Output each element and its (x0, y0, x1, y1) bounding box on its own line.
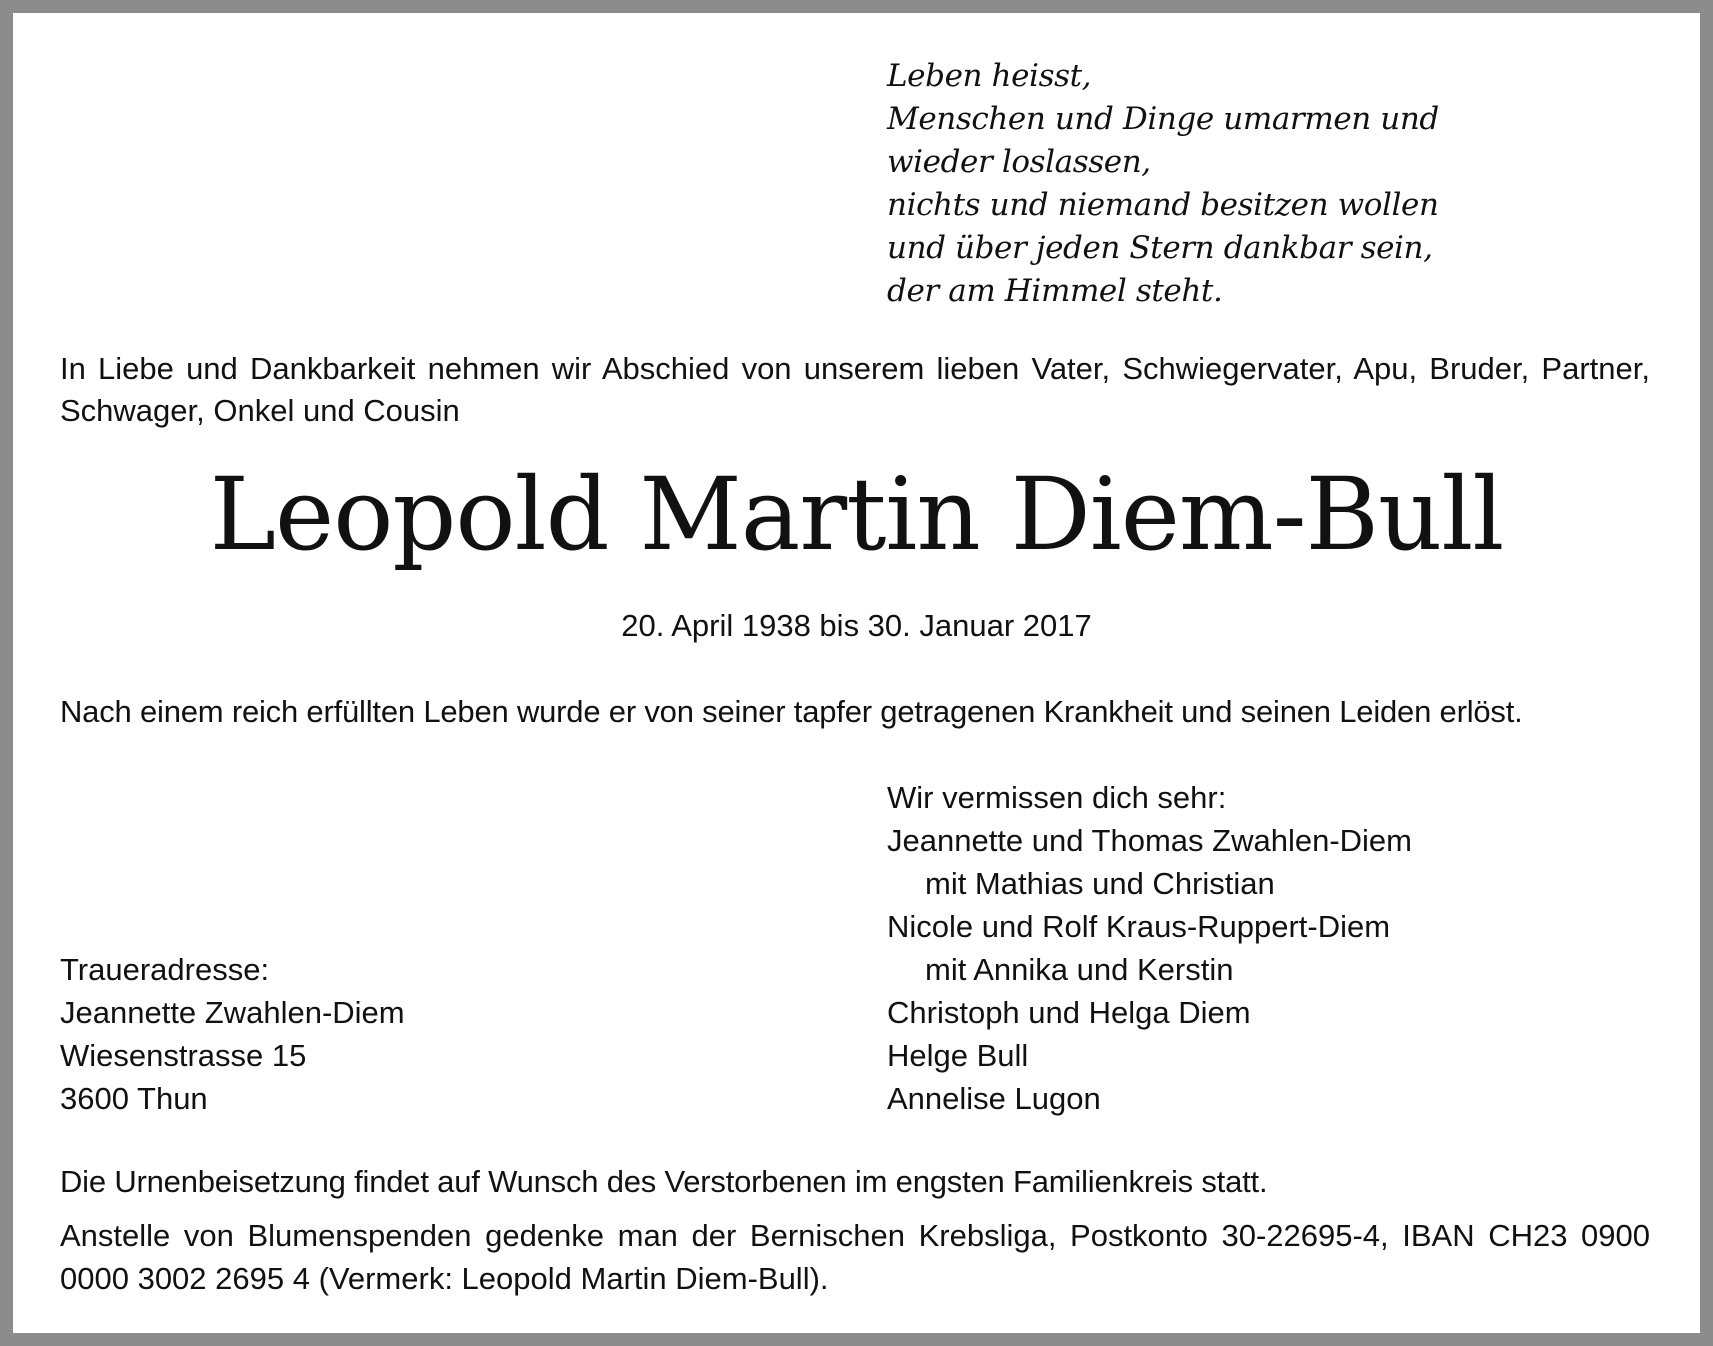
obituary-notice (13, 13, 1700, 1333)
mourner-line: Jeannette und Thomas Zwahlen-Diem (887, 823, 1412, 858)
mourning-address (60, 948, 405, 1120)
burial-note: Die Urnenbeisetzung findet auf Wunsch des Verstorbenen im engsten Familienkreis statt. (60, 1164, 1268, 1199)
mourner-line: Nicole und Rolf Kraus-Ruppert-Diem (887, 909, 1391, 944)
mourner-line: Annelise Lugon (887, 1081, 1101, 1116)
poem-line: nichts und niemand besitzen wollen (887, 187, 1439, 223)
closing-sentence: Nach einem reich erfüllten Leben wurde er von seiner tapfer getragenen Krankheit und seinen Leiden erlöst. (60, 694, 1523, 729)
mourner-line: Christoph und Helga Diem (887, 995, 1251, 1030)
address-heading: Traueradresse: (60, 952, 270, 987)
donation-note: Anstelle von Blumenspenden gedenke man der Bernischen Krebsliga, Postkonto 30-22695-4, IBAN CH23 0900 0000 3002 2695 4 (Vermerk: Leopold Martin Diem-Bull). (60, 1218, 1650, 1296)
address-line: Wiesenstrasse 15 (60, 1038, 307, 1073)
mourners-list (887, 776, 1412, 1120)
address-line: 3600 Thun (60, 1081, 208, 1116)
deceased-name: Leopold Martin Diem-Bull (209, 456, 1504, 573)
mourners-heading: Wir vermissen dich sehr: (887, 780, 1227, 815)
intro-text: In Liebe und Dankbarkeit nehmen wir Abschied von unserem lieben Vater, Schwiegervater, Apu, Bruder, Partner, Schwager, Onkel und Cousin (60, 351, 1650, 428)
mourner-line: mit Annika und Kerstin (925, 952, 1234, 987)
mourner-line: mit Mathias und Christian (925, 866, 1275, 901)
poem-line: wieder loslassen, (887, 144, 1151, 180)
poem-line: Leben heisst, (887, 58, 1092, 94)
poem-line: Menschen und Dinge umarmen und (887, 101, 1439, 137)
poem (887, 55, 1439, 313)
address-line: Jeannette Zwahlen-Diem (60, 995, 405, 1030)
poem-line: und über jeden Stern dankbar sein, (887, 230, 1433, 266)
poem-line: der am Himmel steht. (887, 273, 1223, 309)
life-dates: 20. April 1938 bis 30. Januar 2017 (621, 608, 1092, 643)
mourner-line: Helge Bull (887, 1038, 1029, 1073)
